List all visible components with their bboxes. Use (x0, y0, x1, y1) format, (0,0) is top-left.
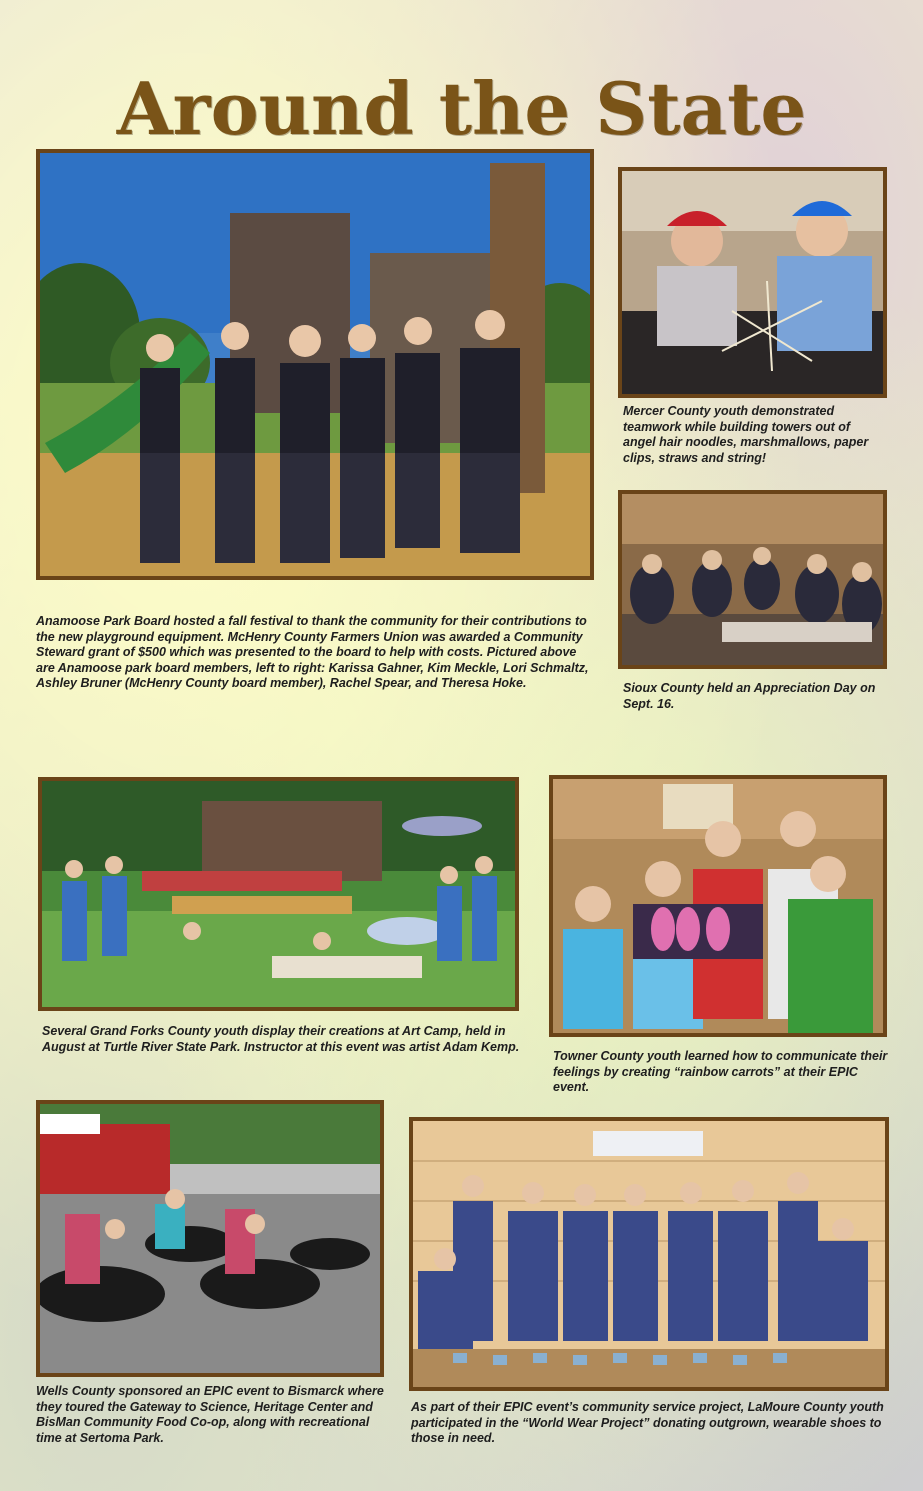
mercer-caption: Mercer County youth demonstrated teamwork while building towers out of angel hair noodles, marshmallows, paper clips, straws and string! (623, 404, 869, 465)
lamoure-county-photo (409, 1117, 889, 1391)
lamoure-caption: As part of their EPIC event’s community service project, LaMoure County youth participated in the “World Wear Project” donating outgrown, wearable shoes to those in need. (411, 1400, 884, 1445)
page-title: Around the State (116, 66, 807, 152)
grand-forks-county-photo (38, 777, 519, 1011)
sioux-county-photo (618, 490, 887, 669)
wells-county-photo (36, 1100, 384, 1377)
towner-county-photo (549, 775, 887, 1037)
grand-forks-caption: Several Grand Forks County youth display their creations at Art Camp, held in August at Turtle River State Park. Instructor at this event was artist Adam Kemp. (42, 1024, 520, 1054)
anamoose-caption: Anamoose Park Board hosted a fall festival to thank the community for their contributions to the new playground equipment. McHenry County Farmers Union was awarded a Community Steward grant of $500 which was presented to the board to help with costs. Pictured above are Anamoose park board members, left to right: Karissa Gahner, Kim Meckle, Lori Schmaltz, Ashley Bruner (McHenry County board member), Rachel Spear, and Theresa Hoke. (36, 614, 589, 690)
anamoose-playground-photo (36, 149, 594, 580)
sioux-caption: Sioux County held an Appreciation Day on Sept. 16. (623, 681, 876, 711)
mercer-county-photo (618, 167, 887, 398)
towner-caption: Towner County youth learned how to communicate their feelings by creating “rainbow carrots” at their EPIC event. (553, 1049, 888, 1094)
wells-caption: Wells County sponsored an EPIC event to Bismarck where they toured the Gateway to Science, Heritage Center and BisMan Community Food Co-op, along with recreational time at Sertoma Park. (36, 1384, 384, 1445)
